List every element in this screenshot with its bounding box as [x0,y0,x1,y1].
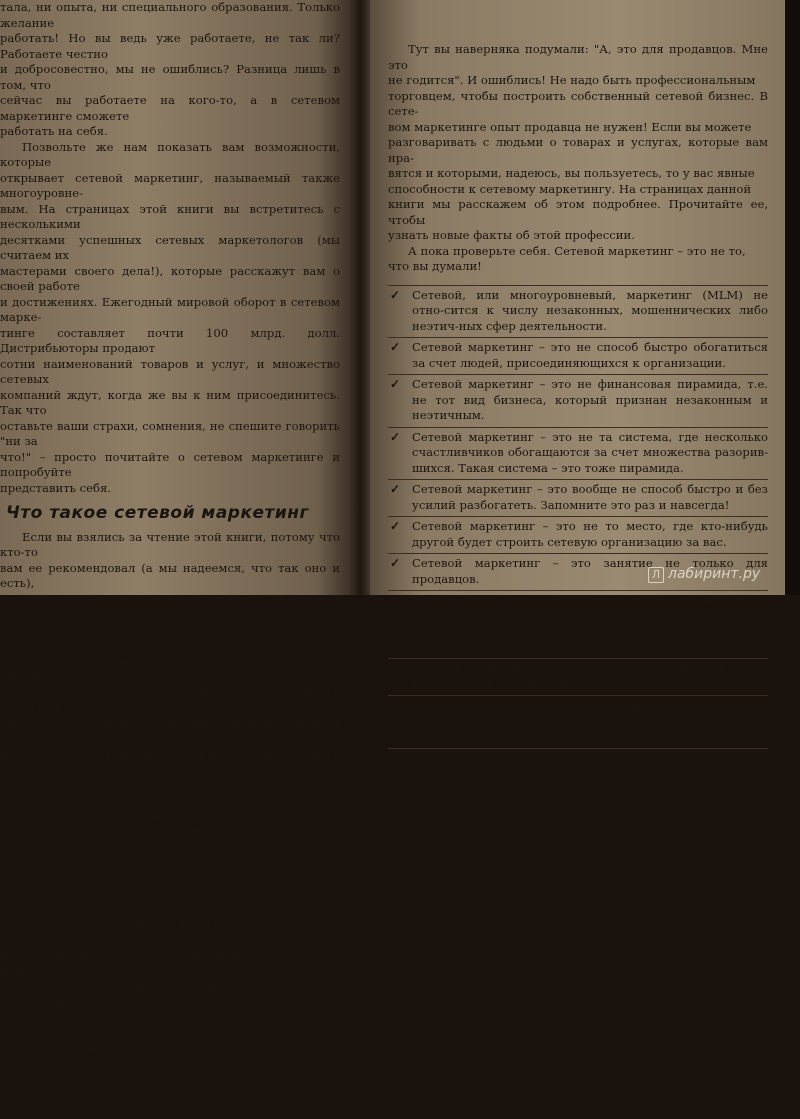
checklist-item [388,517,768,554]
text-line: оставьте ваши страхи, сомнения, не спешите говорить "ни за [0,418,340,448]
text-line: своим удовлетворением или, напротив, недовольством по пово- [0,715,340,745]
checkmark-icon: ✓ [390,482,401,496]
text-line: Если вы взялись за чтение этой книги, потому что кто-то [0,529,340,559]
checklist-item-text: Сетевой маркетинг – это не способ быстро обогатиться за счет людей, присоединяющихся к организации. [412,340,768,370]
myth-checklist [388,285,768,749]
checkmark-icon: ✓ [390,429,401,444]
checkmark-icon: ✓ [390,340,401,354]
text-line: что!" – просто почитайте о сетевом маркетинге и попробуйте [0,449,340,479]
checklist-item [388,480,768,517]
checklist-item-text: Сетевой маркетинг – это не финансовая пирамида, т.е. не тот вид бизнеса, который признан незаконным и неэтичным. [412,377,768,422]
text-line: и достижениях. Ежегодный мировой оборот в сетевом марке- [0,294,340,324]
paragraph-intro [0,140,340,497]
text-line: работать на себя. [0,124,108,138]
text-line: это система распространения товаров и услуг через сеть незави- [0,855,340,885]
text-line: то это – сетевой маркетинг. Если вы потом посоветуете про- [0,591,340,621]
text-line: честь ее кому-то из своих знакомых (нам очень этого хотелось [0,622,340,652]
left-page-text [0,0,340,1119]
checklist-item [388,659,768,696]
text-line: и добросовестно, мы не ошиблись? Разница лишь в том, что [0,62,340,92]
page-edge [785,0,800,595]
checklist-item [388,375,768,428]
text-line: представить себя. [0,480,111,495]
text-line: мастерами своего дела!), которые расскажут вам о своей работе [0,263,340,293]
text-line: бы) – это тоже сетевой маркетинг. Можно сказать, что вы занимае- [0,653,340,683]
labirint-logo-icon: Л [648,567,664,583]
paragraph-definition-intro [0,530,340,825]
text-line: Позвольте же нам показать вам возможности, которые [0,139,340,169]
text-line: работать! Но вы ведь уже работаете, не так ли? Работаете честно [0,31,340,61]
text-line: торговцем, чтобы построить собственный сетевой бизнес. В сете- [388,88,768,118]
checklist-item [388,696,768,749]
text-line: ми их организации. [0,1103,122,1117]
text-line: А вот вам точное определение. Сетевой маркетинг – [0,824,340,854]
text-line: сейчас вы работаете на кого-то, а в сетевом маркетинге сможете [0,93,340,123]
text-line: вятся и которыми, надеюсь, вы пользуетесь, то у вас явные [388,166,755,180]
checklist-item-text: Сетевой, или многоуровневый, маркетинг (MLM) не отно-сится к числу незаконных, мошеннических либо неэтич-ных сфер деятельности. [412,287,768,333]
text-line: комиссионные или бонусы от продаж, осуществляемых члена- [0,1072,340,1102]
text-line: тала, ни опыта, ни специального образования. Только желание [0,0,340,30]
paragraph-right-1 [388,42,768,244]
text-line: и услуг и/или набора (рекрутирования) и обучения новых дис- [0,948,340,978]
text-line: Тут вы наверняка подумали: "А, это для продавцов. Мне это [388,42,768,72]
text-line: компаний ждут, когда же вы к ним присоединитесь. Так что [0,387,340,417]
book-gutter [350,0,372,595]
checkmark-icon: ✓ [390,698,401,712]
text-line: разговаривать с людьми о товарах и услугах, которые вам нра- [388,135,768,165]
checklist-item [388,591,768,659]
checklist-item-text: Сетевой маркетинг – это вообще не способ быстро и без усилий разбогатеть. Запомните это раз и навсегда! [412,482,768,512]
checklist-item-text: Сетевой маркетинг – это не распространение товаров, ко-торые никому не нужны или которыми никто не пользуется. [412,698,768,743]
checklist-item-text: Сетевой маркетинг – это не способ для компаний прода-вать свои товары дистрибьюторам. [412,661,768,691]
text-line: вом маркетинге опыт продавца не нужен! Если вы можете [388,119,752,134]
text-line: узнать новые факты об этой профессии. [388,228,635,242]
watermark [648,566,760,583]
text-line: трибьюторы зарабатывают деньги за счет продажи товаров [0,917,340,947]
text-line: сотни наименований товаров и услуг, и множество сетевых [0,356,340,386]
checklist-item-text: Сетевой маркетинг – это не та система, где несколько счастливчиков обогащаются за счет множества разорив-шихся. Такая система – это тоже пирамида. [412,429,768,475]
paragraph-definition [0,824,340,1119]
text-line: ганизации – нисходящей линии (даунлайна). В последнем случае [0,1010,340,1040]
text-line: А пока проверьте себя. Сетевой маркетинг – это не то, [408,243,746,258]
text-line: не годится". И ошиблись! Не надо быть профессиональным [388,73,756,87]
text-line: что вы думали! [388,259,482,273]
left-page [0,0,352,1117]
checkmark-icon: ✓ [390,593,401,607]
text-line: десятками успешных сетевых маркетологов (мы считаем их [0,232,340,262]
watermark-text: лабиринт.ру [668,566,761,582]
text-line: ставьте, что за это вам платят, – это и есть профессиональный [0,777,340,807]
text-line: ду тех или иных товаров, услуг или событий. А теперь пред- [0,746,340,776]
paragraph-right-2 [388,244,768,275]
text-line: трибьюторов, которые становятся членами их собственной ор- [0,979,340,1009]
paragraph-top [0,0,340,140]
text-line: книги мы расскажем об этом подробнее. Прочитайте ее, чтобы [388,197,768,227]
text-line: симых продавцов, или дистрибьюторов (реализаторов). Дис- [0,886,340,916]
checklist-item-text: Сетевой маркетинг – это не то место, где кто-нибудь другой будет строить сетевую организацию за вас. [412,519,768,549]
checklist-item [388,428,768,481]
text-line: тинге составляет почти 100 млрд. долл. Дистрибьюторы продают [0,325,340,355]
checkmark-icon: ✓ [390,287,401,302]
text-line: вым. На страницах этой книги вы встретитесь с несколькими [0,201,340,231]
checkmark-icon: ✓ [390,661,401,675]
right-page [370,0,785,743]
section-heading: Что такое сетевой маркетинг [6,503,309,523]
checkmark-icon: ✓ [390,377,401,391]
right-page-text [388,42,768,749]
checklist-item [388,338,768,375]
text-line: дистрибьюторы называются также спонсорами, и они получают [0,1041,340,1071]
text-line: сетевой маркетинг и тема нашей книги! [0,808,250,823]
text-line: вам ее рекомендовал (а мы надеемся, что так оно и есть), [0,560,340,590]
text-line: тесь сетевым маркетингом всякий раз, когда делитесь с другими [0,684,340,714]
text-line: открывает сетевой маркетинг, называемый также многоуровне- [0,170,340,200]
text-line: способности к сетевому маркетингу. На страницах данной [388,181,752,196]
checkmark-icon: ✓ [390,519,401,533]
checklist-item-text: Сетевой маркетинг – это занятие не только для продавцов. [412,556,768,586]
checkmark-icon: ✓ [390,556,401,570]
checklist-item [388,286,768,339]
checklist-item-text: Сетевой маркетинг – не слишком дорогое удовольствие. В отличие от обычного бизнеса, сетевой бизнес можно на-чать с небольшим стартовым капиталом, максимум в 500 долл., а обычно даже меньше 100 долл. [412,593,768,654]
